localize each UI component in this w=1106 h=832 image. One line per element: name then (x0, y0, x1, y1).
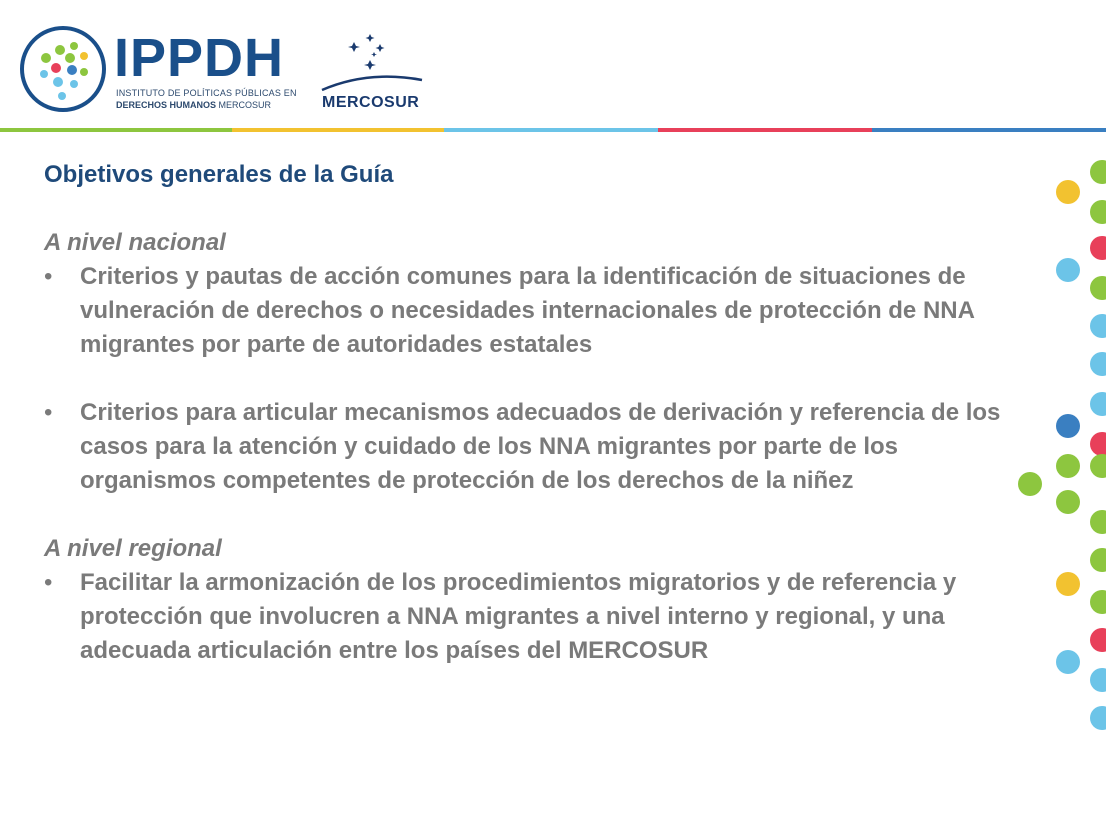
decor-dot (1090, 352, 1106, 376)
logo-subtitle-bold: DERECHOS HUMANOS (116, 100, 217, 110)
slide-body (44, 158, 1004, 668)
bullet-item (44, 260, 1004, 362)
decor-dot (1056, 414, 1080, 438)
decor-dot (1090, 160, 1106, 184)
decor-dot (1090, 628, 1106, 652)
decor-dot (1018, 472, 1042, 496)
logo-subtitle-line2 (116, 100, 271, 110)
decor-dot (1090, 392, 1106, 416)
logo-title: IPPDH (114, 28, 285, 88)
section-subheading-national: A nivel nacional (44, 229, 226, 256)
bullet-icon: • (44, 569, 53, 596)
decor-dot (1090, 706, 1106, 730)
logo-subtitle-rest: MERCOSUR (216, 100, 272, 110)
color-bar-segment (0, 128, 232, 132)
decor-dot (1090, 454, 1106, 478)
decor-dot (1056, 454, 1080, 478)
mercosur-label: MERCOSUR (322, 94, 420, 111)
mercosur-logo (318, 30, 428, 114)
bullet-icon: • (44, 263, 53, 290)
decor-dot (1056, 490, 1080, 514)
bullet-text: Criterios para articular mecanismos adecuados de derivación y referencia de los casos para la atención y cuidado de los NNA migrantes por parte de los organismos competentes de protección de los derechos de la niñez (80, 399, 1001, 494)
bullet-item (44, 566, 1004, 668)
bullet-text: Criterios y pautas de acción comunes para la identificación de situaciones de vulneración de derechos o necesidades internacionales de protección de NNA migrantes por parte de autoridades estatales (80, 263, 975, 358)
bullet-item (44, 396, 1004, 498)
decor-dot (1056, 258, 1080, 282)
decor-dot (1056, 180, 1080, 204)
logo-subtitle-line1: INSTITUTO DE POLÍTICAS PÚBLICAS EN (116, 88, 297, 98)
bullet-icon: • (44, 399, 53, 426)
bullet-list-regional (44, 566, 1004, 668)
ippdh-emblem-icon (18, 24, 108, 114)
decor-dot (1090, 276, 1106, 300)
ippdh-logo (18, 24, 308, 120)
decor-dot (1056, 650, 1080, 674)
decor-dot (1090, 432, 1106, 456)
slide-header (0, 0, 1106, 132)
decor-dot (1090, 510, 1106, 534)
bullet-text: Facilitar la armonización de los procedimientos migratorios y de referencia y protección que involucren a NNA migrantes a nivel interno y regional, y una adecuada articulación entre los países del MERCOSUR (80, 569, 957, 664)
header-color-bar (0, 128, 1106, 132)
decor-dot (1090, 548, 1106, 572)
bullet-list-national (44, 260, 1004, 498)
color-bar-segment (232, 128, 444, 132)
decor-dot (1090, 590, 1106, 614)
decor-dot (1090, 314, 1106, 338)
color-bar-segment (872, 128, 1106, 132)
slide-heading: Objetivos generales de la Guía (44, 161, 394, 188)
mercosur-stars-icon (318, 30, 428, 96)
decor-dot (1090, 200, 1106, 224)
decorative-dots (1010, 150, 1106, 750)
decor-dot (1090, 668, 1106, 692)
decor-dot (1090, 236, 1106, 260)
section-subheading-regional: A nivel regional (44, 535, 222, 562)
decor-dot (1056, 572, 1080, 596)
color-bar-segment (444, 128, 658, 132)
list-spacer (44, 362, 1004, 396)
color-bar-segment (658, 128, 872, 132)
